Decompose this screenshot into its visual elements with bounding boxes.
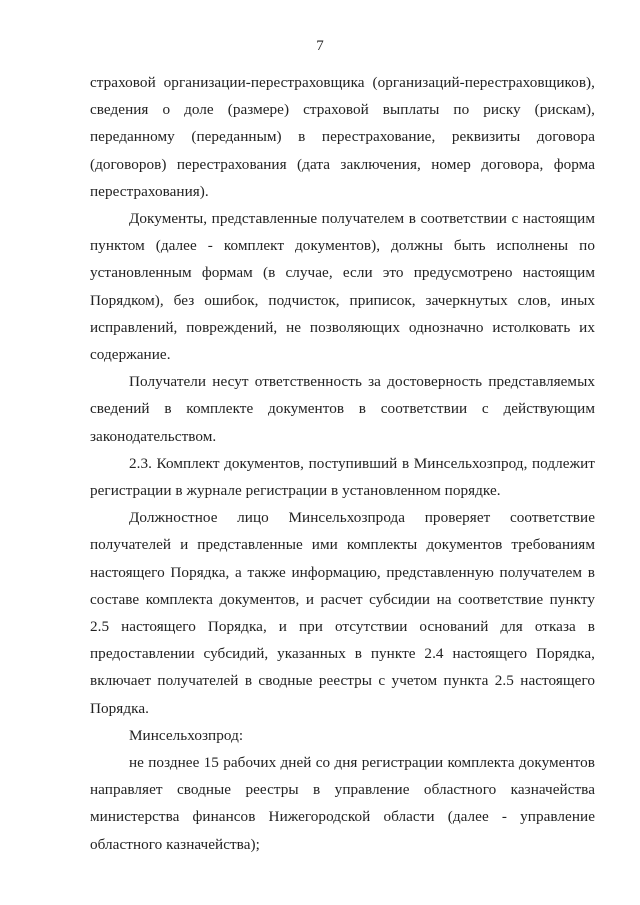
document-body	[90, 69, 595, 858]
paragraph-official-check: Должностное лицо Минсельхозпрода проверяет соответствие получателей и представленные ими комплекты документов требованиям настоящего Порядка, а также информацию, представленную получателем в составе комплекта документов, и расчет субсидии на соответствие пункту 2.5 настоящего Порядка, и при отсутствии оснований для отказа в предоставлении субсидий, указанных в пункте 2.4 настоящего Порядка, включает получателей в сводные реестры с учетом пункта 2.5 настоящего Порядка.	[90, 509, 595, 717]
paragraph-registry-submission: не позднее 15 рабочих дней со дня регистрации комплекта документов направляет сводные реестры в управление областного казначейства министерства финансов Нижегородской области (далее - управление областного казначейства);	[90, 754, 595, 853]
paragraph-ministry: Минсельхозпрод:	[129, 726, 244, 744]
page-number: 7	[316, 38, 324, 54]
paragraph-registration: 2.3. Комплект документов, поступивший в Минсельхозпрод, подлежит регистрации в журнале регистрации в установленном порядке.	[90, 454, 595, 500]
paragraph-documents-requirements: Документы, представленные получателем в соответствии с настоящим пунктом (далее - комплект документов), должны быть исполнены по установленным формам (в случае, если это предусмотрено настоящим Порядком), без ошибок, подчисток, приписок, зачеркнутых слов, иных исправлений, повреждений, не позволяющих однозначно истолковать их содержание.	[90, 210, 595, 364]
paragraph-reinsurance-details: страховой организации-перестраховщика (организаций-перестраховщиков), сведения о доле (размере) страховой выплаты по риску (рискам), переданному (переданным) в перестрахование, реквизиты договора (договоров) перестрахования (дата заключения, номер договора, форма перестрахования).	[90, 74, 595, 200]
paragraph-responsibility: Получатели несут ответственность за достоверность представляемых сведений в комплекте документов в соответствии с действующим законодательством.	[90, 373, 595, 445]
